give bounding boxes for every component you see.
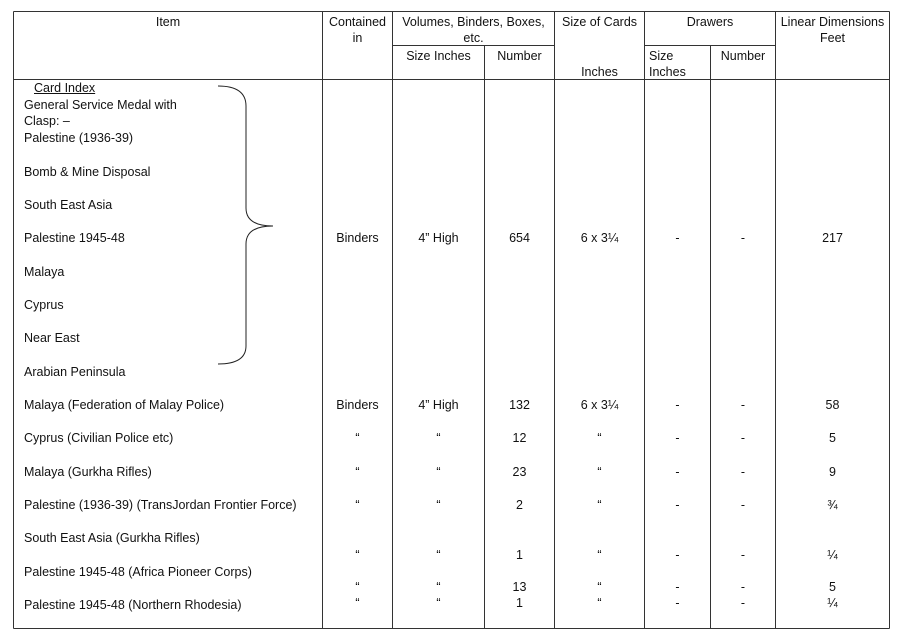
- group-title: Card Index: [34, 81, 96, 95]
- row-drawer-number: -: [740, 548, 746, 562]
- group-line-2: Clasp: –: [24, 114, 70, 128]
- group-item: Arabian Peninsula: [24, 365, 126, 379]
- row-size: “: [436, 580, 441, 594]
- group-contained: Binders: [336, 231, 379, 245]
- group-item: Malaya: [24, 265, 65, 279]
- header-drawers-size: Size Inches: [649, 49, 686, 79]
- row-number: 2: [516, 498, 523, 512]
- group-item: South East Asia: [24, 198, 113, 212]
- row-number: 1: [516, 596, 523, 610]
- row-card-size: “: [597, 431, 602, 445]
- row-drawer-size: -: [675, 431, 680, 445]
- group-number: 654: [509, 231, 530, 245]
- row-drawer-number: -: [740, 431, 746, 445]
- row-item: Malaya (Gurkha Rifles): [24, 465, 152, 479]
- row-card-size: “: [597, 596, 602, 610]
- row-item: Cyprus (Civilian Police etc): [24, 431, 174, 445]
- group-item: Cyprus: [24, 298, 64, 312]
- group-linear: 217: [822, 231, 843, 245]
- row-item: Palestine (1936-39) (TransJordan Frontier Force): [24, 498, 297, 512]
- row-linear: 5: [829, 580, 836, 594]
- header-linear-dimensions: Linear Dimensions Feet: [780, 15, 885, 45]
- row-size: 4” High: [418, 398, 459, 412]
- row-contained: “: [355, 465, 360, 479]
- group-item: Near East: [24, 331, 80, 345]
- row-linear: ¾: [827, 498, 838, 512]
- row-contained: “: [355, 431, 360, 445]
- row-size: “: [436, 498, 441, 512]
- row-contained: Binders: [336, 398, 379, 412]
- row-drawer-size: -: [675, 548, 680, 562]
- header-item: Item: [155, 15, 181, 29]
- row-size: “: [436, 431, 441, 445]
- row-card-size: “: [597, 465, 602, 479]
- row-number: 1: [516, 548, 523, 562]
- row-contained: “: [355, 596, 360, 610]
- row-contained: “: [355, 580, 360, 594]
- row-card-size: “: [597, 580, 602, 594]
- row-contained: “: [355, 498, 360, 512]
- row-drawer-size: -: [675, 498, 680, 512]
- header-volumes-size: Size Inches: [406, 49, 471, 63]
- group-item: Bomb & Mine Disposal: [24, 165, 151, 179]
- group-item: Palestine 1945-48: [24, 231, 125, 245]
- group-brace: [213, 84, 273, 374]
- row-item: Malaya (Federation of Malay Police): [24, 398, 225, 412]
- row-drawer-number: -: [740, 398, 746, 412]
- row-number: 12: [512, 431, 527, 445]
- row-linear: ¼: [827, 596, 838, 610]
- group-size: 4” High: [418, 231, 459, 245]
- row-drawer-size: -: [675, 465, 680, 479]
- header-contained-in: Contained in: [329, 15, 386, 45]
- row-drawer-number: -: [740, 580, 746, 594]
- group-line-1: General Service Medal with: [24, 98, 177, 112]
- row-card-size: 6 x 3¼: [580, 398, 619, 412]
- row-drawer-number: -: [740, 498, 746, 512]
- header-volumes: Volumes, Binders, Boxes, etc.: [402, 15, 545, 45]
- row-linear: 58: [825, 398, 840, 412]
- records-table: [13, 11, 890, 629]
- row-card-size: “: [597, 498, 602, 512]
- row-linear: ¼: [827, 548, 838, 562]
- row-drawer-number: -: [740, 465, 746, 479]
- row-number: 132: [509, 398, 530, 412]
- row-linear: 5: [829, 431, 836, 445]
- group-card-size: 6 x 3¼: [580, 231, 619, 245]
- row-contained: “: [355, 548, 360, 562]
- header-card-size-unit: Inches: [581, 65, 618, 79]
- header-drawers: Drawers: [686, 15, 734, 29]
- row-item: Palestine 1945-48 (Northern Rhodesia): [24, 598, 242, 612]
- row-linear: 9: [829, 465, 836, 479]
- row-item: South East Asia (Gurkha Rifles): [24, 531, 200, 545]
- group-item: Palestine (1936-39): [24, 131, 134, 145]
- header-card-size: Size of Cards: [561, 15, 638, 29]
- row-number: 13: [512, 580, 527, 594]
- header-drawers-number: Number: [720, 49, 766, 63]
- row-drawer-size: -: [675, 580, 680, 594]
- row-drawer-size: -: [675, 398, 680, 412]
- row-size: “: [436, 596, 441, 610]
- row-drawer-size: -: [675, 596, 680, 610]
- row-card-size: “: [597, 548, 602, 562]
- row-size: “: [436, 548, 441, 562]
- row-size: “: [436, 465, 441, 479]
- group-drawer-number: -: [740, 231, 746, 245]
- header-volumes-number: Number: [497, 49, 542, 63]
- row-number: 23: [512, 465, 527, 479]
- row-drawer-number: -: [740, 596, 746, 610]
- row-item: Palestine 1945-48 (Africa Pioneer Corps): [24, 565, 252, 579]
- group-drawer-size: -: [675, 231, 680, 245]
